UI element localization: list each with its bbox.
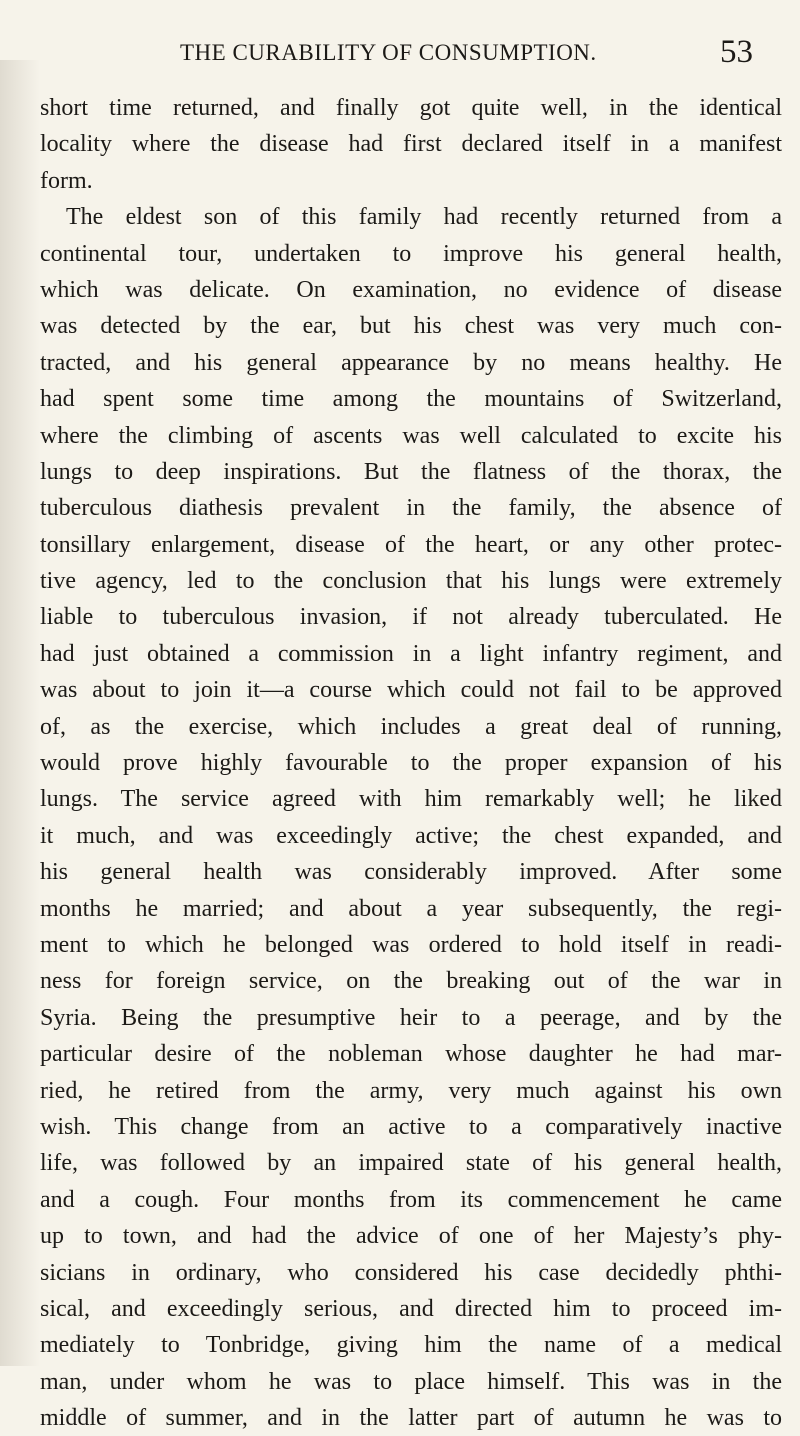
- text-line: his general health was considerably improved. After some: [40, 859, 782, 886]
- text-line: Syria. Being the presumptive heir to a peerage, and by the: [40, 1004, 782, 1031]
- text-line: continental tour, undertaken to improve his general health,: [40, 240, 782, 267]
- text-line: ness for foreign service, on the breaking out of the war in: [40, 968, 782, 995]
- text-line: The eldest son of this family had recently returned from a: [66, 204, 782, 231]
- text-line: had just obtained a commission in a light infantry regiment, and: [40, 640, 782, 667]
- text-line: tracted, and his general appearance by no means healthy. He: [40, 349, 782, 376]
- text-line: liable to tuberculous invasion, if not already tuberculated. He: [40, 604, 782, 631]
- text-line: it much, and was exceedingly active; the chest expanded, and: [40, 822, 782, 849]
- text-line: was about to join it—a course which could not fail to be approved: [40, 677, 782, 704]
- text-line: which was delicate. On examination, no evidence of disease: [40, 276, 782, 303]
- text-line: tonsillary enlargement, disease of the heart, or any other protec-: [40, 531, 782, 558]
- text-line: sicians in ordinary, who considered his case decidedly phthi-: [40, 1259, 782, 1286]
- text-line: up to town, and had the advice of one of her Majesty’s phy-: [40, 1223, 782, 1250]
- text-line: man, under whom he was to place himself. This was in the: [40, 1368, 782, 1395]
- text-line: lungs. The service agreed with him remarkably well; he liked: [40, 786, 782, 813]
- text-line: ried, he retired from the army, very much against his own: [40, 1077, 782, 1104]
- text-line: life, was followed by an impaired state of his general health,: [40, 1150, 782, 1177]
- text-line: ment to which he belonged was ordered to hold itself in readi-: [40, 931, 782, 958]
- text-line: mediately to Tonbridge, giving him the name of a medical: [40, 1332, 782, 1359]
- text-line: wish. This change from an active to a comparatively inactive: [40, 1113, 782, 1140]
- text-line: was detected by the ear, but his chest was very much con-: [40, 313, 782, 340]
- text-line: would prove highly favourable to the proper expansion of his: [40, 750, 782, 777]
- text-line: lungs to deep inspirations. But the flatness of the thorax, the: [40, 458, 782, 485]
- text-line: locality where the disease had first declared itself in a manifest: [40, 131, 782, 158]
- body-text: [40, 90, 782, 1436]
- running-title: THE CURABILITY OF CONSUMPTION.: [180, 40, 597, 65]
- text-line: particular desire of the nobleman whose daughter he had mar-: [40, 1041, 782, 1068]
- text-line: form.: [40, 167, 93, 194]
- page-number: 53: [720, 34, 753, 70]
- text-line: tive agency, led to the conclusion that his lungs were extremely: [40, 568, 782, 595]
- text-line: short time returned, and finally got quite well, in the identical: [40, 95, 782, 121]
- running-head: [0, 34, 800, 80]
- text-line: middle of summer, and in the latter part of autumn he was to: [40, 1405, 782, 1432]
- binding-shadow: [0, 60, 40, 1366]
- text-line: had spent some time among the mountains of Switzerland,: [40, 386, 782, 413]
- text-line: months he married; and about a year subsequently, the regi-: [40, 895, 782, 922]
- text-line: of, as the exercise, which includes a great deal of running,: [40, 713, 782, 740]
- text-line: where the climbing of ascents was well calculated to excite his: [40, 422, 782, 449]
- text-line: and a cough. Four months from its commencement he came: [40, 1186, 782, 1213]
- text-line: tuberculous diathesis prevalent in the family, the absence of: [40, 495, 782, 522]
- text-line: sical, and exceedingly serious, and directed him to proceed im-: [40, 1295, 782, 1322]
